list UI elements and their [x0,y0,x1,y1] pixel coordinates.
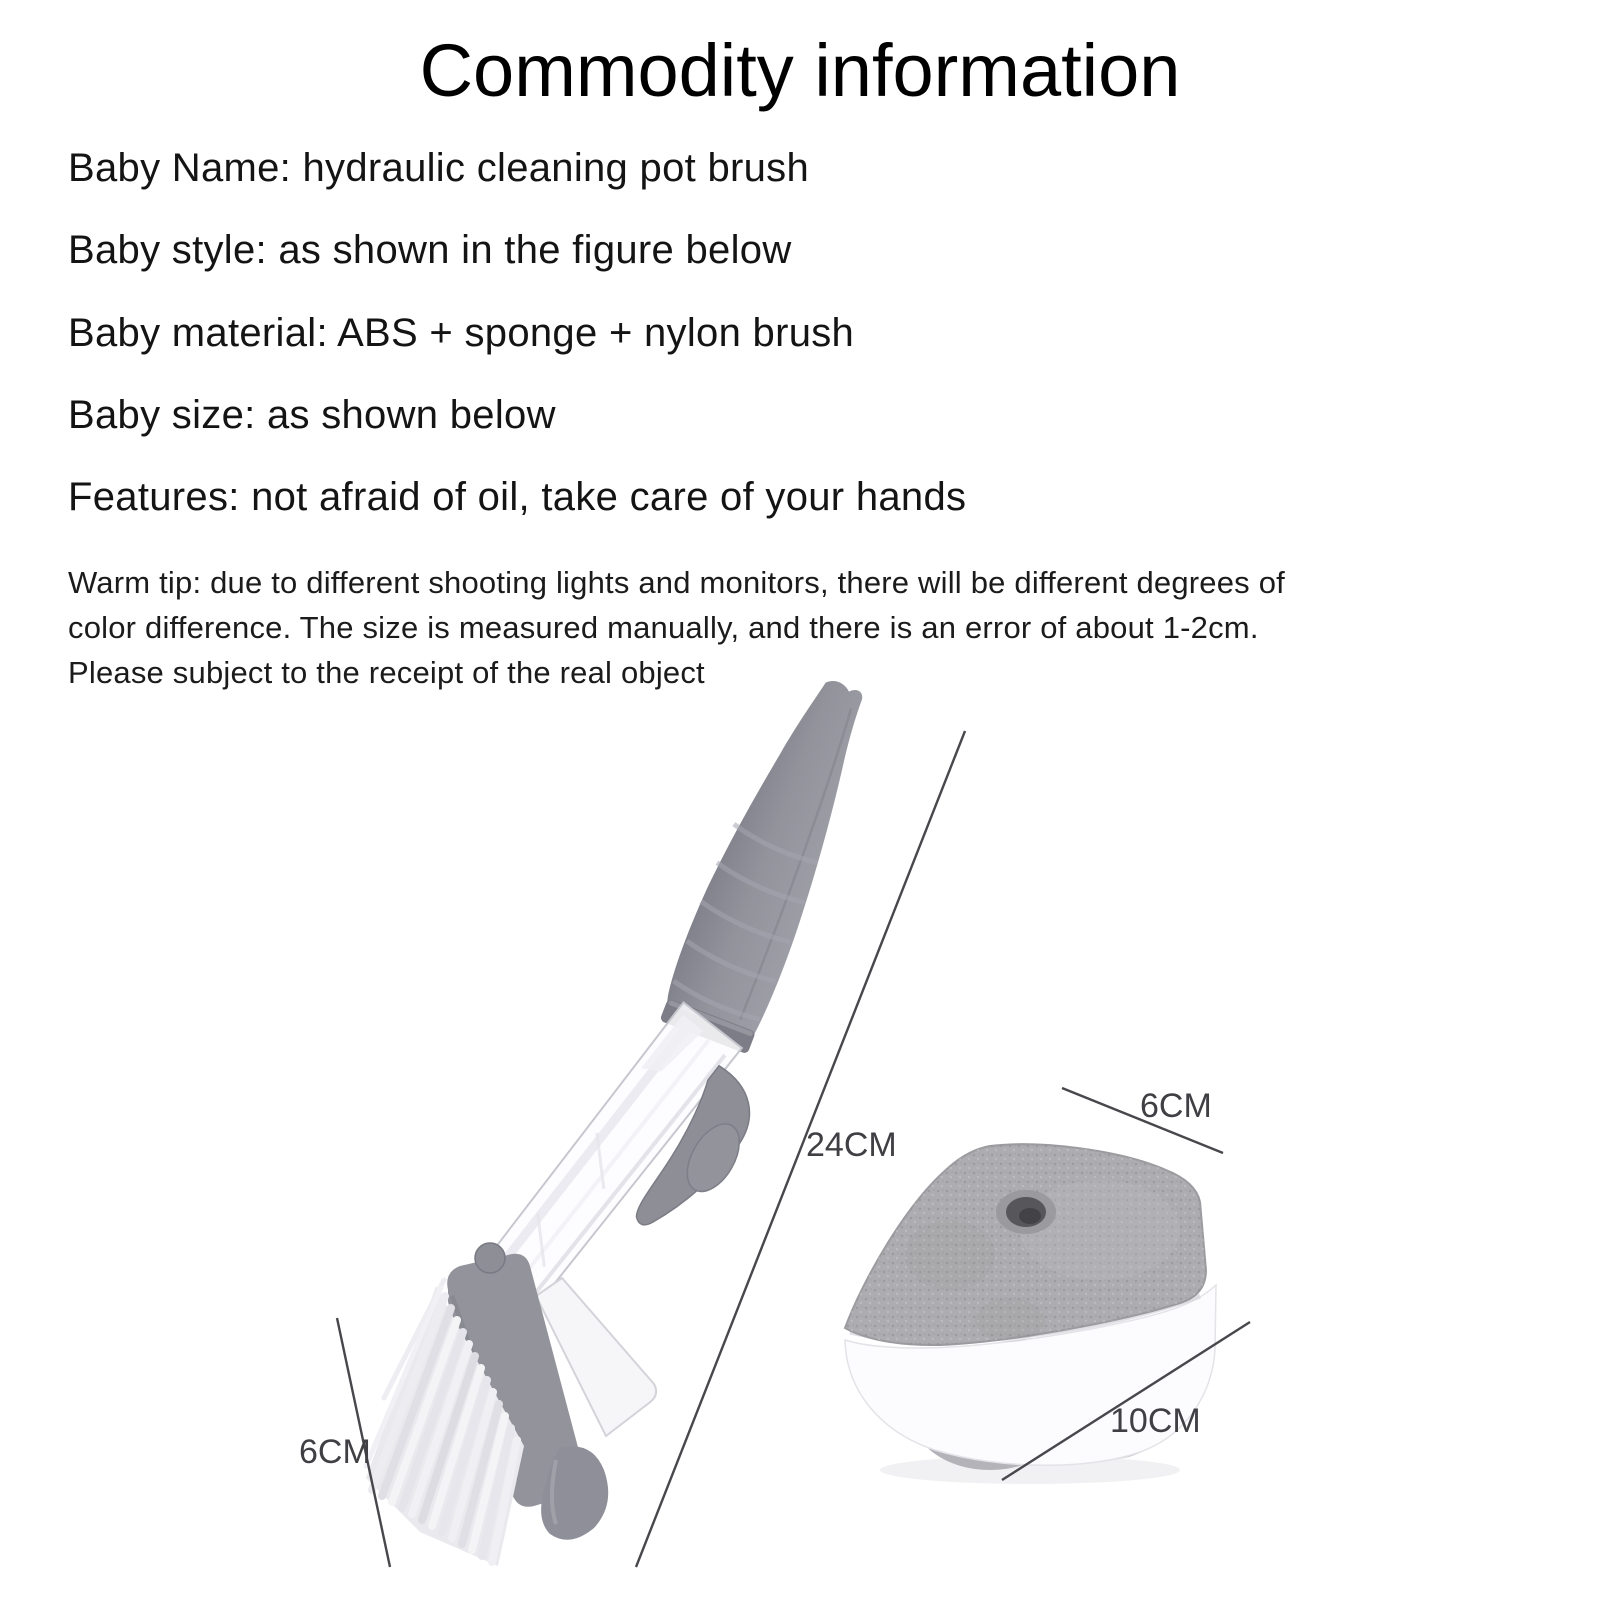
warm-tip-line-3: Please subject to the receipt of the real object [68,655,705,690]
info-line-features: Features: not afraid of oil, take care of your hands [68,475,967,519]
dimension-label-6cm-right: 6CM [1140,1087,1212,1125]
page-title: Commodity information [419,29,1181,112]
info-line-baby-size: Baby size: as shown below [68,393,556,437]
head-hinge-knob [475,1243,505,1273]
dimension-label-6cm-left: 6CM [299,1433,371,1471]
brush-handle [655,664,886,1055]
warm-tip-line-1: Warm tip: due to different shooting lights and monitors, there will be different degrees of [68,565,1285,600]
info-line-baby-name: Baby Name: hydraulic cleaning pot brush [68,146,809,190]
info-line-baby-material: Baby material: ABS + sponge + nylon brush [68,311,855,355]
sponge-hole [996,1190,1056,1234]
dimension-label-24cm: 24CM [806,1126,897,1164]
info-line-baby-style: Baby style: as shown in the figure below [68,228,792,272]
dimension-label-10cm: 10CM [1110,1402,1201,1440]
warm-tip-line-2: color difference. The size is measured manually, and there is an error of about 1-2cm. [68,610,1259,645]
